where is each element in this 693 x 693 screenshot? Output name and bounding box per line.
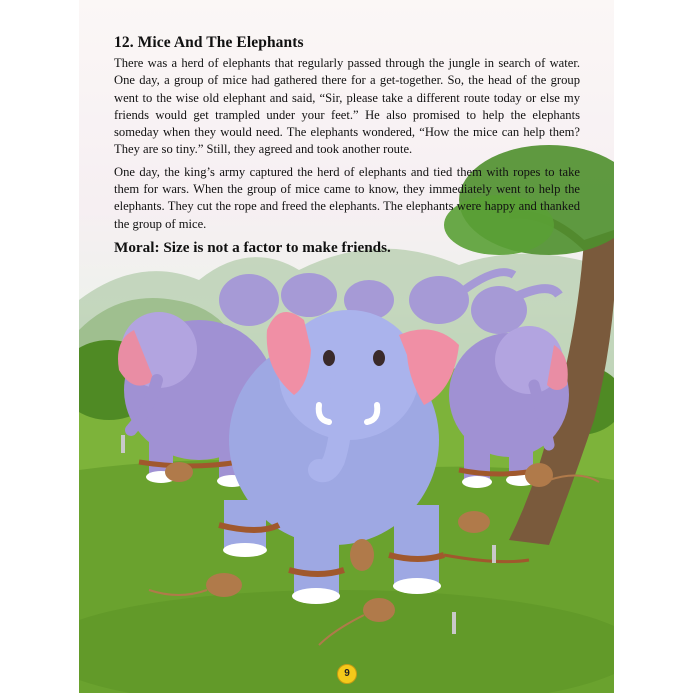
story-paragraph-1: There was a herd of elephants that regularly passed through the jungle in search of water. One day, a group of mice had gathered there for a get-together. So, the head of the group went to the wise old elephant and said, “Sir, please take a different route today or else my friends would get trampled under your feet.” He also promised to help the elephants someday when they would need. The elephants wondered, “How the mice can help them? They are so tiny.” Still, they agreed and took another route.	[114, 56, 580, 157]
story-moral: Moral: Size is not a factor to make friends.	[114, 238, 391, 256]
story-paragraph-2: One day, the king’s army captured the herd of elephants and tied them with ropes to take them for wars. When the group of mice came to know, they immediately went to help the elephants. They cut the rope and freed the elephants. The elephants were happy and thanked the group of mice.	[114, 164, 580, 231]
book-page	[79, 0, 614, 693]
story-title: 12. Mice And The Elephants	[114, 34, 304, 51]
story-text	[114, 34, 580, 257]
page-number: 9	[337, 664, 357, 684]
